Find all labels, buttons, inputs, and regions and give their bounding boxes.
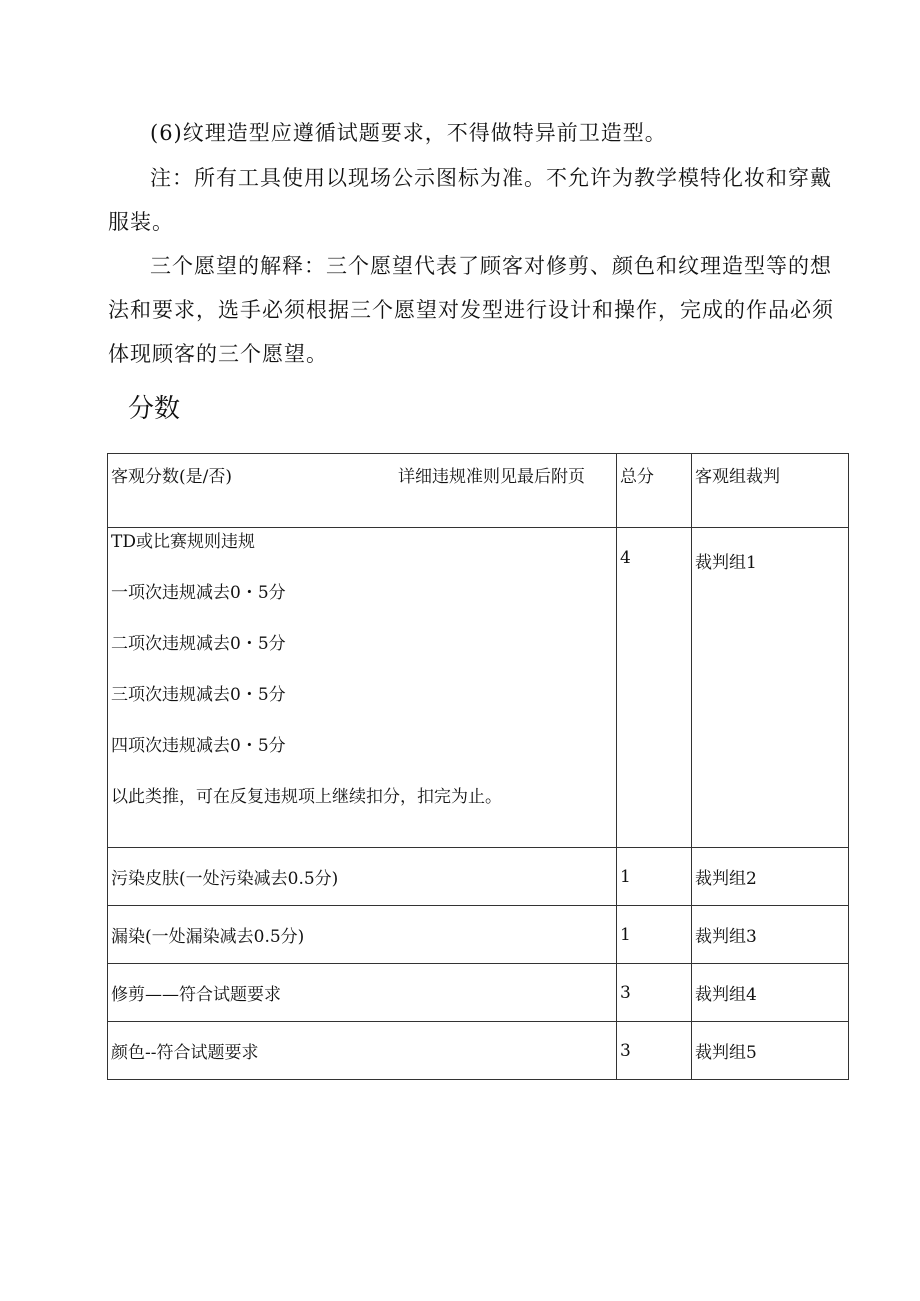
header-violation-note: 详细违规准则见最后附页 <box>398 467 585 487</box>
header-total-score: 总分 <box>617 454 692 528</box>
score-table <box>107 453 849 1080</box>
criteria-cell: 颜色--符合试题要求 <box>108 1022 617 1080</box>
judge-cell: 裁判组4 <box>692 964 849 1022</box>
section-title-score: 分数 <box>128 394 181 424</box>
score-cell: 3 <box>617 964 692 1022</box>
score-cell: 3 <box>617 1022 692 1080</box>
score-cell: 1 <box>617 906 692 964</box>
paragraph-texture-rule: (6)纹理造型应遵循试题要求，不得做特异前卫造型。 <box>150 121 667 145</box>
rule-line: 三项次违规减去0・5分 <box>111 685 286 705</box>
header-judge: 客观组裁判 <box>692 454 849 528</box>
table-header-row <box>108 454 849 528</box>
header-yes-no-label: 客观分数(是/否) <box>111 467 232 487</box>
judge-cell: 裁判组5 <box>692 1022 849 1080</box>
table-row <box>108 964 849 1022</box>
rule-line: 二项次违规减去0・5分 <box>111 634 286 654</box>
judge-cell: 裁判组1 <box>692 528 849 848</box>
table-row <box>108 848 849 906</box>
table-row <box>108 906 849 964</box>
rule-line: TD或比赛规则违规 <box>111 532 255 552</box>
header-objective-score <box>108 454 617 528</box>
rule-line: 以此类推，可在反复违规项上继续扣分，扣完为止。 <box>111 787 502 807</box>
judge-cell: 裁判组2 <box>692 848 849 906</box>
table-row <box>108 528 849 848</box>
judge-cell: 裁判组3 <box>692 906 849 964</box>
score-cell: 4 <box>617 528 692 848</box>
rule-line: 四项次违规减去0・5分 <box>111 736 286 756</box>
paragraph-tools-note: 注：所有工具使用以现场公示图标为准。不允许为教学模特化妆和穿戴服装。 <box>108 166 832 234</box>
criteria-cell: 污染皮肤(一处污染减去0.5分) <box>108 848 617 906</box>
table-row <box>108 1022 849 1080</box>
violation-rules-cell <box>108 528 617 848</box>
criteria-cell: 修剪——符合试题要求 <box>108 964 617 1022</box>
paragraph-three-wishes: 三个愿望的解释：三个愿望代表了顾客对修剪、颜色和纹理造型等的想法和要求，选手必须根据三个愿望对发型进行设计和操作，完成的作品必须体现顾客的三个愿望。 <box>108 254 834 366</box>
rule-line: 一项次违规减去0・5分 <box>111 583 286 603</box>
score-cell: 1 <box>617 848 692 906</box>
criteria-cell: 漏染(一处漏染减去0.5分) <box>108 906 617 964</box>
